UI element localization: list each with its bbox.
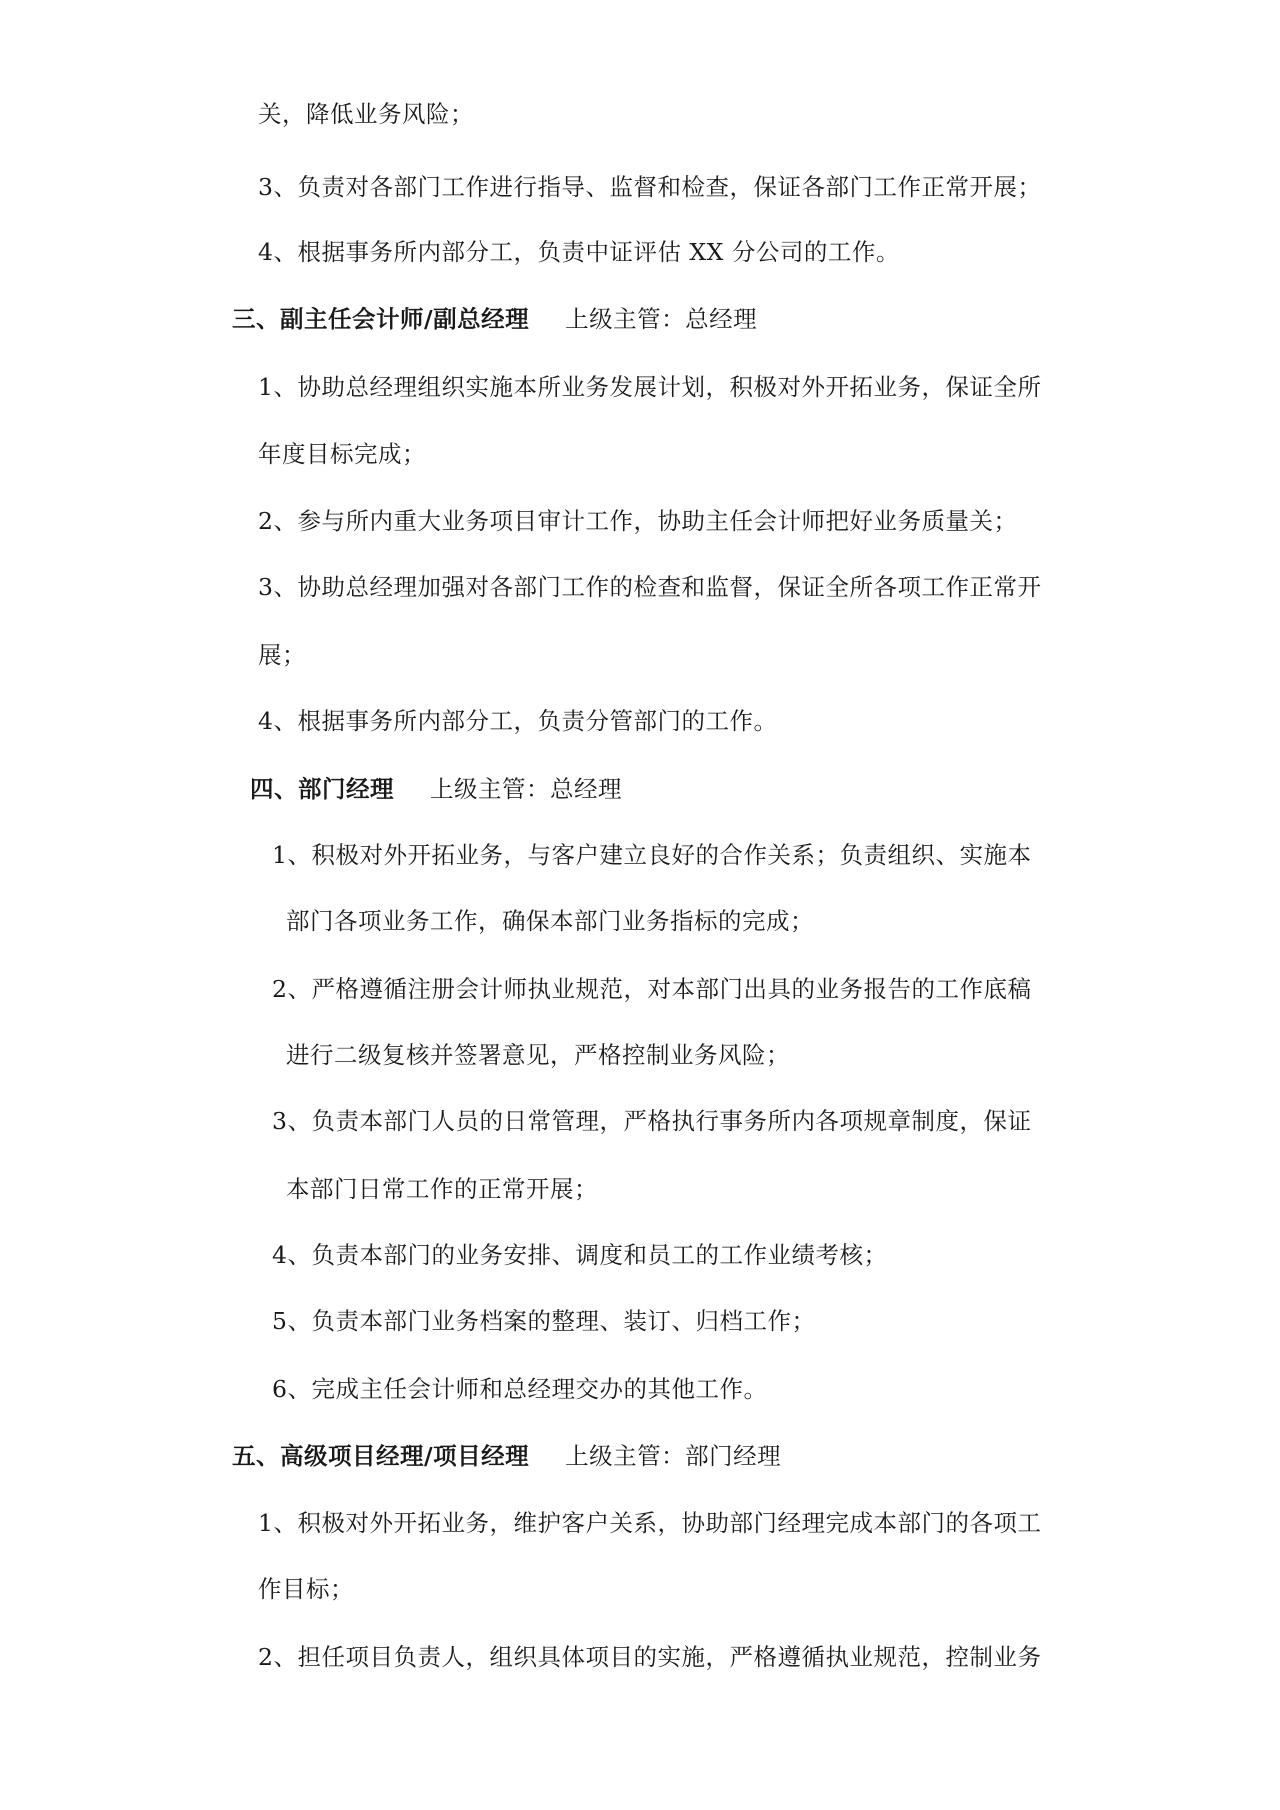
section-heading-5 [232, 1441, 781, 1471]
body-line: 部门各项业务工作，确保本部门业务指标的完成； [286, 907, 814, 935]
section-title: 五、高级项目经理/项目经理 [232, 1442, 530, 1470]
section-supervisor: 上级主管：总经理 [565, 305, 758, 333]
body-line: 3、协助总经理加强对各部门工作的检查和监督，保证全所各项工作正常开 [258, 573, 1042, 601]
body-line: 进行二级复核并签署意见，严格控制业务风险； [286, 1041, 790, 1069]
body-line: 1、协助总经理组织实施本所业务发展计划，积极对外开拓业务，保证全所 [258, 373, 1042, 401]
section-supervisor: 上级主管：部门经理 [565, 1442, 782, 1470]
body-line: 4、根据事务所内部分工，负责中证评估 XX 分公司的工作。 [258, 238, 900, 266]
body-line: 6、完成主任会计师和总经理交办的其他工作。 [272, 1375, 768, 1403]
body-line: 1、积极对外开拓业务，维护客户关系，协助部门经理完成本部门的各项工 [258, 1509, 1042, 1537]
body-line: 2、严格遵循注册会计师执业规范，对本部门出具的业务报告的工作底稿 [272, 975, 1032, 1003]
body-line: 本部门日常工作的正常开展； [286, 1175, 598, 1203]
body-line: 作目标； [258, 1575, 354, 1603]
body-line: 4、根据事务所内部分工，负责分管部门的工作。 [258, 707, 778, 735]
body-line: 展； [258, 641, 306, 669]
section-supervisor: 上级主管：总经理 [430, 775, 622, 803]
body-line: 4、负责本部门的业务安排、调度和员工的工作业绩考核； [272, 1241, 888, 1269]
body-line: 2、参与所内重大业务项目审计工作，协助主任会计师把好业务质量关； [258, 507, 1018, 535]
body-line: 年度目标完成； [258, 440, 426, 468]
body-line: 2、担任项目负责人，组织具体项目的实施，严格遵循执业规范，控制业务 [258, 1643, 1042, 1671]
section-title: 三、副主任会计师/副总经理 [232, 305, 530, 333]
body-line: 3、负责本部门人员的日常管理，严格执行事务所内各项规章制度，保证 [272, 1107, 1032, 1135]
section-heading-3 [232, 304, 757, 334]
section-heading-4 [250, 774, 622, 804]
section-title: 四、部门经理 [250, 775, 394, 803]
body-line: 3、负责对各部门工作进行指导、监督和检查，保证各部门工作正常开展； [258, 173, 1042, 201]
body-line: 5、负责本部门业务档案的整理、装订、归档工作； [272, 1307, 816, 1335]
body-line: 1、积极对外开拓业务，与客户建立良好的合作关系；负责组织、实施本 [272, 841, 1032, 869]
body-line: 关，降低业务风险； [258, 100, 474, 128]
